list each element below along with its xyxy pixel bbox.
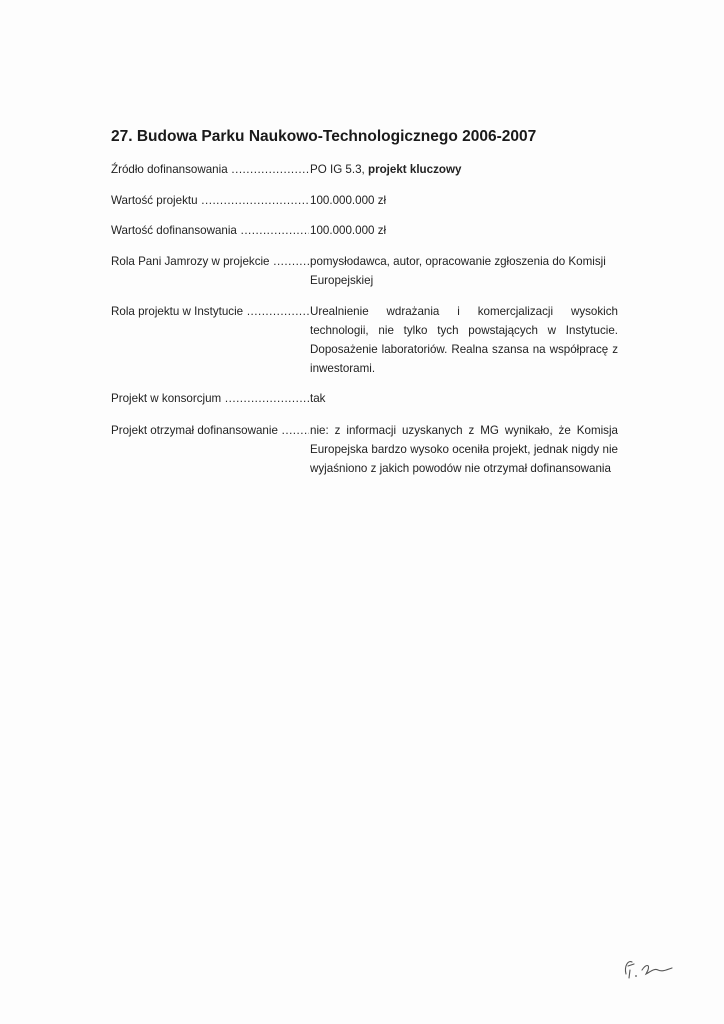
row-label: Źródło dofinansowania ..... [111, 160, 309, 179]
handwritten-initials [620, 952, 680, 982]
row-value [310, 160, 618, 179]
row-value: pomysłodawca, autor, opracowanie zgłoszenia do Komisji Europejskiej [310, 255, 606, 287]
row-label: Rola projektu w Instytucie ..... [111, 302, 309, 321]
document-title: 27. Budowa Parku Naukowo-Technologicznego 2006-2007 [111, 128, 537, 145]
row-label: Projekt otrzymał dofinansowanie ..... [111, 421, 309, 440]
row-label: Projekt w konsorcjum ..... [111, 389, 309, 408]
row-label: Wartość projektu ..... [111, 191, 309, 210]
row-value: nie: z informacji uzyskanych z MG wynikało, że Komisja Europejska bardzo wysoko oceniła projekt, jednak nigdy nie wyjaśniono z jakich powodów nie otrzymał dofinansowania [310, 424, 618, 475]
row-project-role-institute [111, 302, 618, 378]
row-label: Rola Pani Jamrozy w projekcie ..... [111, 252, 309, 271]
row-role-in-project [111, 252, 618, 290]
row-value-plain: PO IG 5.3, [310, 163, 368, 176]
row-project-value [111, 191, 618, 210]
row-value: 100.000.000 zł [310, 194, 387, 207]
row-funding-source [111, 160, 618, 179]
row-funding-value [111, 221, 618, 240]
row-label: Wartość dofinansowania ..... [111, 221, 309, 240]
row-value-bold: projekt kluczowy [368, 163, 462, 176]
row-value: tak [310, 392, 326, 405]
row-funding-received [111, 421, 618, 478]
row-value: 100.000.000 zł [310, 224, 387, 237]
row-value: Urealnienie wdrażania i komercjalizacji wysokich technologii, nie tylko tych powstających w Instytucie. Doposażenie laboratoriów. Realna szansa na współpracę z inwestorami. [310, 305, 618, 375]
row-consortium [111, 389, 618, 408]
